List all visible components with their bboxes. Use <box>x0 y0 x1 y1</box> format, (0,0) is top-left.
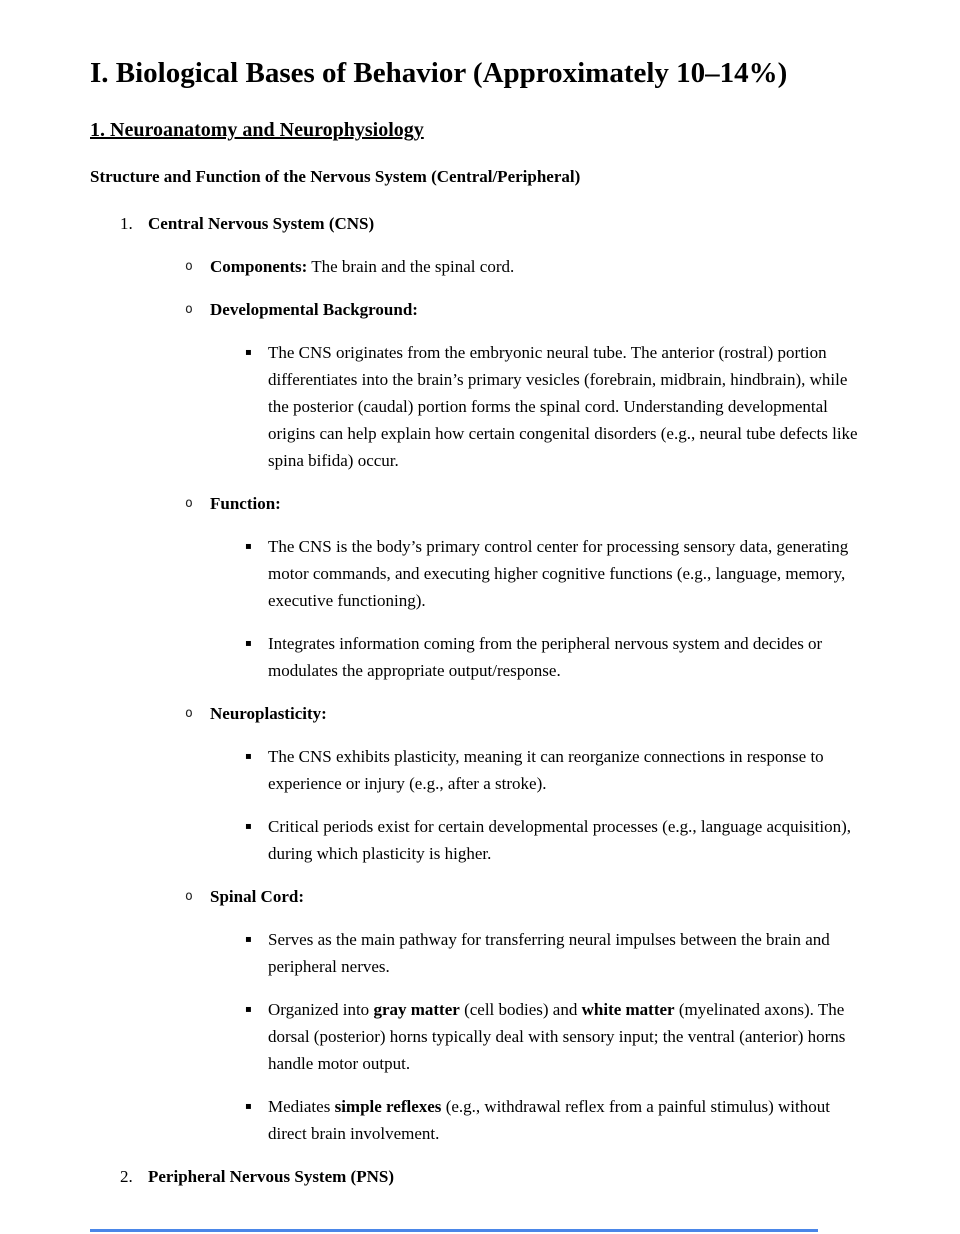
sub-item-label: Developmental Background: <box>210 300 418 320</box>
circle-bullet-icon: o <box>185 496 193 512</box>
list-item-label: Peripheral Nervous System (PNS) <box>148 1167 394 1187</box>
page-title: I. Biological Bases of Behavior (Approximately 10–14%) <box>90 57 788 89</box>
sub-item-text <box>210 296 418 323</box>
list-item-pns <box>90 1163 872 1190</box>
list-number: 2. <box>120 1167 133 1187</box>
list-number: 1. <box>120 214 133 234</box>
square-bullet-icon: ▪ <box>245 1004 252 1016</box>
sub-item-text <box>210 490 281 517</box>
sub-item-label: Neuroplasticity: <box>210 704 327 724</box>
sub-item-inline-text: The brain and the spinal cord. <box>307 257 515 277</box>
square-bullet-icon: ▪ <box>245 541 252 553</box>
sub-item-function <box>90 490 872 517</box>
sub-item-developmental-background <box>90 296 872 323</box>
circle-bullet-icon: o <box>185 889 193 905</box>
sub-item-components <box>90 253 872 280</box>
sub-item-spinal-cord <box>90 883 872 910</box>
bullet-item <box>90 339 872 474</box>
bullet-text: Organized into gray matter (cell bodies) and white matter (myelinated axons). The dorsal (posterior) horns typically deal with sensory input; the ventral (anterior) horns handle motor output. <box>268 1000 846 1074</box>
subsection-heading: Structure and Function of the Nervous System (Central/Peripheral) <box>90 166 581 186</box>
bullet-item <box>90 926 872 980</box>
bullet-item <box>90 1093 872 1147</box>
circle-bullet-icon: o <box>185 706 193 722</box>
square-bullet-icon: ▪ <box>245 638 252 650</box>
sub-item-label: Spinal Cord: <box>210 887 304 907</box>
sub-item-label: Components: <box>210 257 308 277</box>
bullet-text: Mediates simple reflexes (e.g., withdrawal reflex from a painful stimulus) without direct brain involvement. <box>268 1097 830 1144</box>
bottom-blue-line <box>90 1229 818 1232</box>
square-bullet-icon: ▪ <box>245 1101 252 1113</box>
circle-bullet-icon: o <box>185 302 193 318</box>
sub-item-text <box>210 253 514 280</box>
square-bullet-icon: ▪ <box>245 934 252 946</box>
square-bullet-icon: ▪ <box>245 751 252 763</box>
circle-bullet-icon: o <box>185 259 193 275</box>
sub-item-label: Function: <box>210 494 281 514</box>
square-bullet-icon: ▪ <box>245 821 252 833</box>
bullet-text: The CNS exhibits plasticity, meaning it can reorganize connections in response to experience or injury (e.g., after a stroke). <box>268 747 824 794</box>
bullet-text: Serves as the main pathway for transferring neural impulses between the brain and peripheral nerves. <box>268 930 830 977</box>
bullet-item <box>90 743 872 797</box>
bullet-item <box>90 813 872 867</box>
bullet-item <box>90 533 872 614</box>
sub-item-text <box>210 700 327 727</box>
section-heading: 1. Neuroanatomy and Neurophysiology <box>90 118 424 141</box>
list-item-label: Central Nervous System (CNS) <box>148 214 375 234</box>
bullet-item <box>90 996 872 1077</box>
sub-item-text <box>210 883 304 910</box>
list-item-cns <box>90 210 872 237</box>
bullet-text: Integrates information coming from the peripheral nervous system and decides or modulates the appropriate output/response. <box>268 634 823 681</box>
square-bullet-icon: ▪ <box>245 347 252 359</box>
bullet-text: The CNS originates from the embryonic neural tube. The anterior (rostral) portion differentiates into the brain’s primary vesicles (forebrain, midbrain, hindbrain), while the posterior (caudal) portion forms the spinal cord. Understanding developmental origins can help explain how certain congenital disorders (e.g., neural tube defects like spina bifida) occur. <box>268 343 858 471</box>
bullet-text: The CNS is the body’s primary control center for processing sensory data, generating motor commands, and executing higher cognitive functions (e.g., language, memory, executive functioning). <box>268 537 849 611</box>
sub-item-neuroplasticity <box>90 700 872 727</box>
bullet-item <box>90 630 872 684</box>
bullet-text: Critical periods exist for certain developmental processes (e.g., language acquisition), during which plasticity is higher. <box>268 817 851 864</box>
